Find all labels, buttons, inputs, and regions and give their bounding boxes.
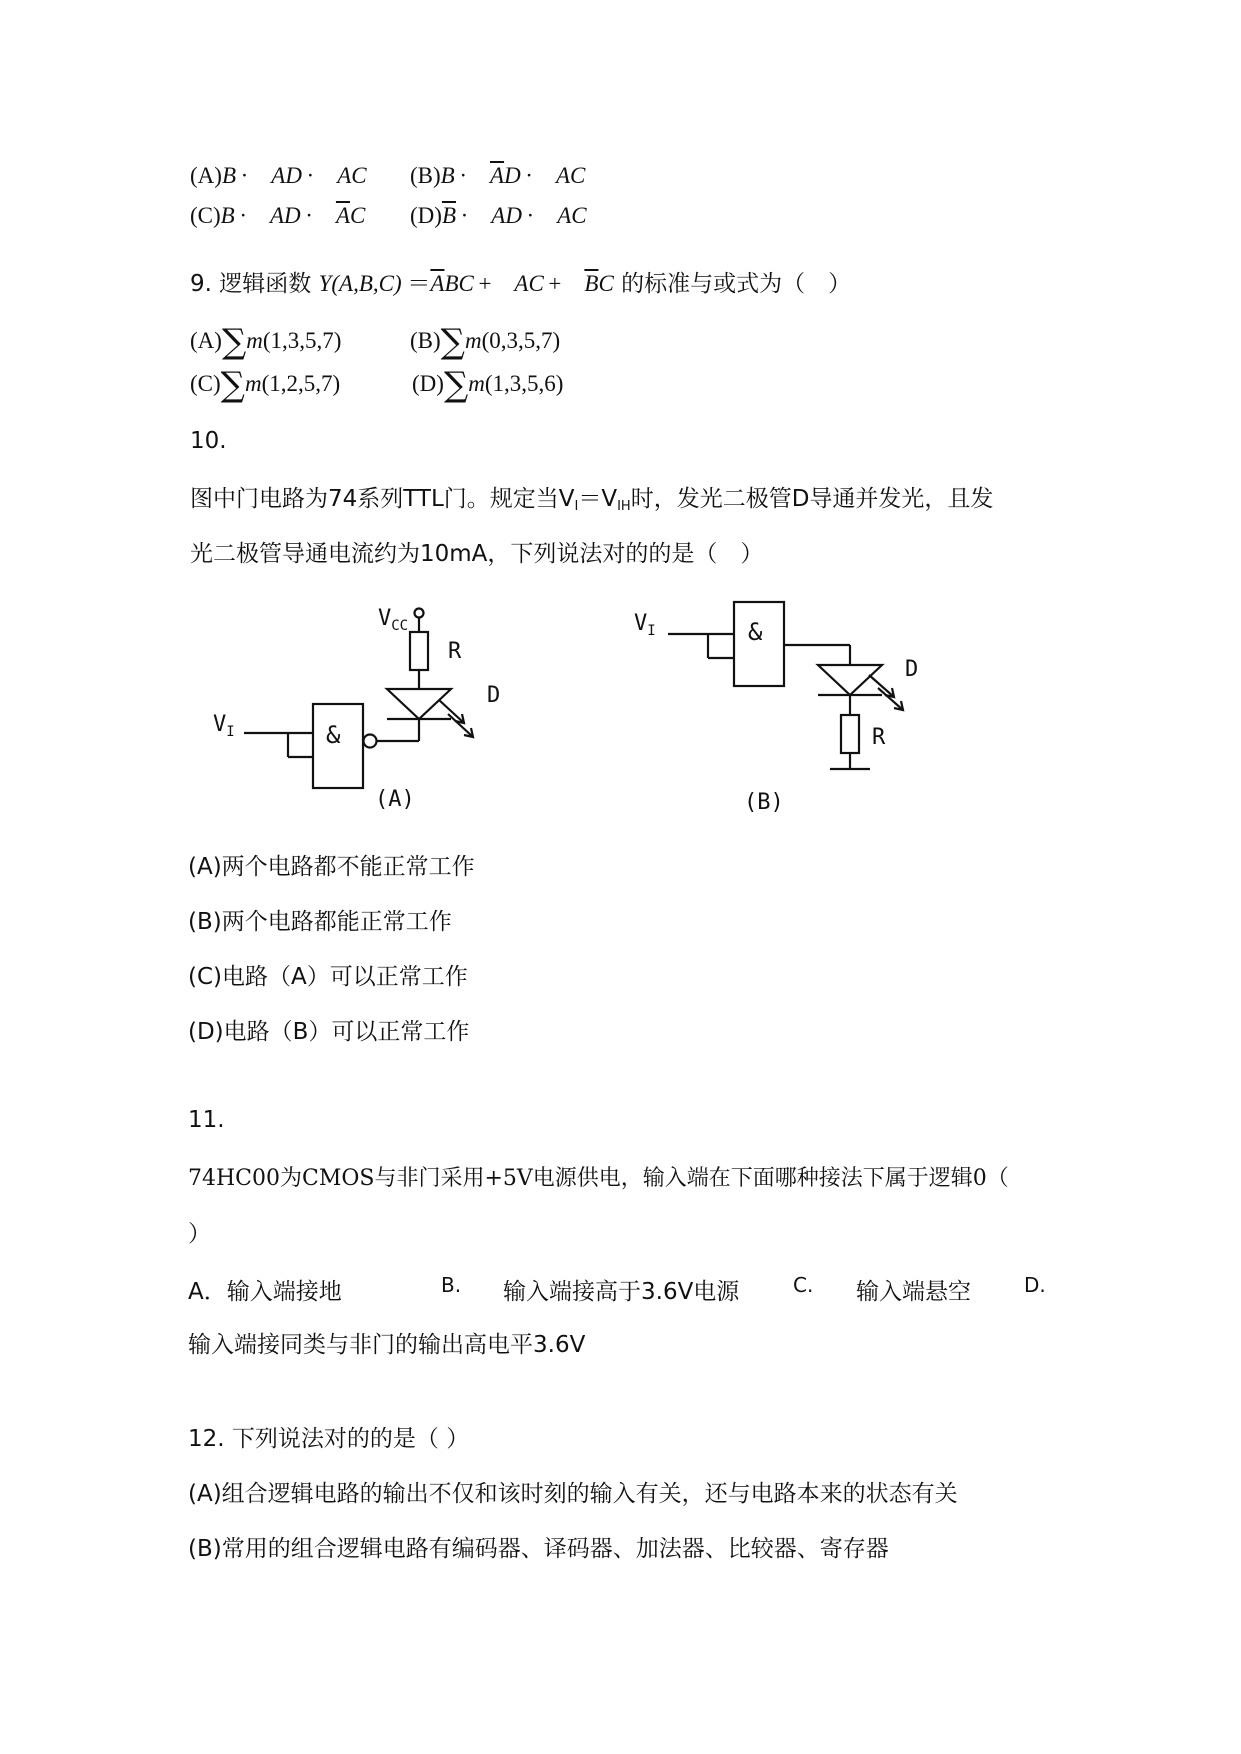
- circuit-b-r-label: R: [872, 725, 886, 750]
- q10-number: 10.: [190, 428, 227, 454]
- q9-stem: 9. 逻辑函数 $Y(A,B,C) =\overline{A}BC$ + AC + $\overline{B}C$ 的标准与或式为（ ）: [190, 271, 852, 297]
- q11-option-c-label: C.: [793, 1273, 814, 1297]
- q10-stem-line2: 光二极管导通电流约为10mA，下列说法对的的是（ ）: [190, 541, 764, 567]
- q8-option-b: (B)B · $\overline{A}D$ · AC: [410, 163, 586, 188]
- q11-stem-end: ）: [188, 1221, 211, 1247]
- q10-option-a: (A)两个电路都不能正常工作: [188, 854, 475, 880]
- q9-option-d: (D)∑m(1,3,5,6): [412, 365, 564, 405]
- circuit-b-caption: (B): [744, 790, 784, 815]
- q8-option-d-label: (D): [410, 203, 442, 228]
- vcc-terminal: [415, 609, 424, 618]
- q8-option-a-label: (A): [190, 163, 222, 188]
- q9-prefix: 9. 逻辑函数: [190, 271, 312, 297]
- q12-option-a: (A)组合逻辑电路的输出不仅和该时刻的输入有关，还与电路本来的状态有关: [188, 1481, 958, 1507]
- circuit-a: [244, 609, 473, 789]
- q9-function-name: Y(A,B,C): [318, 271, 402, 296]
- q11-option-c: 输入端悬空: [856, 1279, 971, 1305]
- q11-option-a: A．输入端接地: [188, 1279, 342, 1305]
- resistor-r-b: [841, 715, 859, 753]
- q8-option-a: (A)B · AD · AC: [190, 163, 367, 188]
- q11-option-d-label: D.: [1024, 1273, 1046, 1297]
- q9-option-label: (D): [412, 371, 444, 396]
- q9-option-a: (A)∑m(1,3,5,7): [190, 322, 342, 362]
- q9-option-label: (B): [410, 328, 441, 353]
- q11-stem: 74HC00为CMOS与非门采用+5V电源供电，输入端在下面哪种接法下属于逻辑0（: [188, 1166, 1009, 1191]
- led-a: [387, 689, 451, 719]
- q9-option-c: (C)∑m(1,2,5,7): [190, 365, 341, 405]
- led-b: [818, 665, 882, 695]
- q8-option-c: (C)B · AD · $\overline{A}C$: [190, 203, 366, 228]
- q10-line1-part-b: ＝V: [578, 486, 618, 512]
- q10-subscript-ih: IH: [617, 499, 631, 514]
- q10-option-d: (D)电路（B）可以正常工作: [188, 1019, 470, 1045]
- q10-line1-part-a: 图中门电路为74系列TTL门。规定当V: [190, 486, 575, 512]
- q11-option-b-label: B.: [441, 1273, 462, 1297]
- q11-number: 11.: [188, 1107, 225, 1133]
- circuit-a-d-label: D: [487, 683, 501, 708]
- circuit-b-gate-symbol: &: [748, 618, 763, 646]
- q10-line1-part-c: 时，发光二极管D导通并发光，且发: [630, 486, 994, 512]
- circuit-a-vi-label: $V_I$: [213, 712, 235, 740]
- q9-option-label: (A): [190, 328, 222, 353]
- q9-suffix: 的标准与或式为（ ）: [621, 271, 852, 297]
- circuit-a-gate-symbol: &: [326, 721, 341, 749]
- circuit-a-vcc-label: $V_{CC}$: [378, 606, 409, 634]
- q10-subscript-i: I: [574, 499, 579, 514]
- q9-option-b: (B)∑m(0,3,5,7): [410, 322, 561, 362]
- q10-option-c: (C)电路（A）可以正常工作: [188, 964, 468, 990]
- circuit-b: [668, 602, 903, 769]
- q8-option-b-label: (B): [410, 163, 441, 188]
- resistor-r-a: [410, 632, 428, 670]
- circuit-a-r-label: R: [448, 639, 462, 664]
- circuit-b-d-label: D: [905, 657, 919, 682]
- q9-option-label: (C): [190, 371, 221, 396]
- q8-option-c-label: (C): [190, 203, 221, 228]
- q12-stem: 12. 下列说法对的的是（ ）: [188, 1426, 470, 1452]
- q11-option-d: 输入端接同类与非门的输出高电平3.6V: [188, 1332, 586, 1358]
- q10-option-b: (B)两个电路都能正常工作: [188, 909, 452, 935]
- inverter-bubble: [364, 735, 377, 748]
- circuit-a-caption: (A): [375, 787, 415, 812]
- q8-option-d: $(D)\overline{B}$ · AD · AC: [410, 203, 587, 228]
- q12-option-b: (B)常用的组合逻辑电路有编码器、译码器、加法器、比较器、寄存器: [188, 1536, 889, 1562]
- circuit-b-vi-label: $V_I$: [634, 611, 656, 639]
- q11-option-b: 输入端接高于3.6V电源: [503, 1279, 740, 1305]
